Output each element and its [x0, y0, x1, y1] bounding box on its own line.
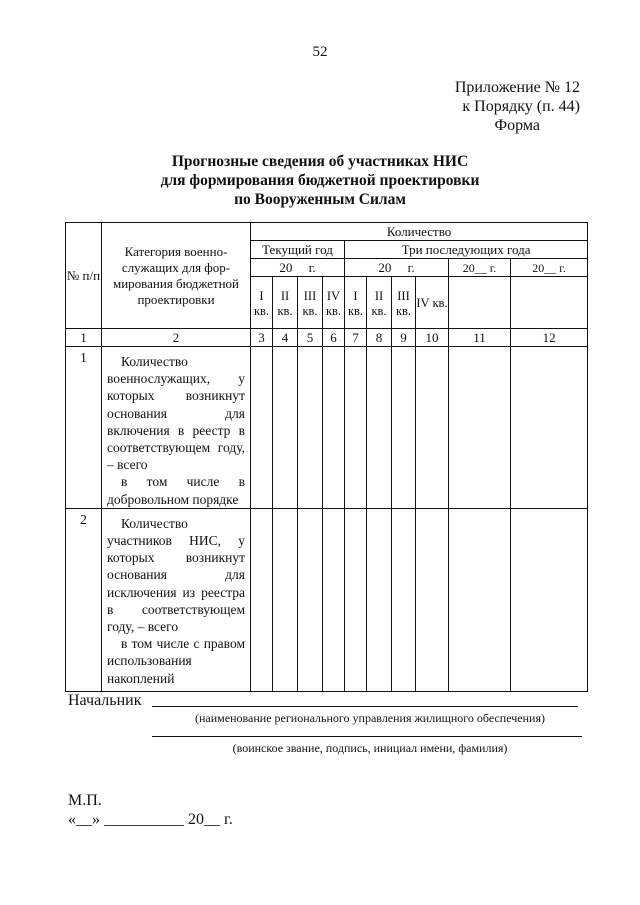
- value-cell[interactable]: [367, 347, 392, 509]
- row-text: Количество участников НИС, у которых возникнут основания для исключения из реестра в соответствующем году, – всего: [107, 515, 245, 635]
- value-cell[interactable]: [323, 347, 345, 509]
- value-cell[interactable]: [449, 347, 511, 509]
- value-cell[interactable]: [511, 508, 588, 691]
- page-number: 52: [312, 44, 328, 60]
- value-cell[interactable]: [273, 347, 298, 509]
- value-cell[interactable]: [416, 347, 449, 509]
- header-next-years: Три последующих года: [345, 241, 588, 259]
- header-empty-cell: [511, 277, 588, 329]
- header-quarter-cell: IV кв.: [323, 277, 345, 329]
- row-number: 1: [66, 347, 102, 509]
- organization-caption: (наименование регионального управления жилищного обеспечения): [195, 711, 545, 725]
- stamp-place-label: М.П.: [68, 792, 102, 809]
- header-year-current: 20 г.: [251, 259, 345, 277]
- column-number: 8: [367, 329, 392, 347]
- value-cell[interactable]: [367, 508, 392, 691]
- header-num: № п/п: [66, 223, 102, 329]
- rank-signature-line[interactable]: [152, 722, 582, 737]
- value-cell[interactable]: [416, 508, 449, 691]
- value-cell[interactable]: [251, 347, 273, 509]
- row-description: [102, 347, 251, 509]
- document-title-line-3: по Вооруженным Силам: [234, 191, 406, 208]
- header-quarter-cell: IV кв.: [416, 277, 449, 329]
- header-quarter-cell: II кв.: [367, 277, 392, 329]
- value-cell[interactable]: [345, 347, 367, 509]
- date-field[interactable]: «__» __________ 20__ г.: [68, 811, 233, 828]
- header-quarter-cell: III кв.: [392, 277, 416, 329]
- header-current-year: Текущий год: [251, 241, 345, 259]
- header-category: Категория военно-служащих для фор-мирования бюджетной проектировки: [102, 223, 251, 329]
- header-quarter-cell: II кв.: [273, 277, 298, 329]
- value-cell[interactable]: [392, 508, 416, 691]
- value-cell[interactable]: [392, 347, 416, 509]
- column-number: 3: [251, 329, 273, 347]
- table-row: [66, 347, 588, 509]
- document-title-line-2: для формирования бюджетной проектировки: [160, 172, 480, 189]
- column-number: 11: [449, 329, 511, 347]
- value-cell[interactable]: [251, 508, 273, 691]
- header-quarter-cell: I кв.: [345, 277, 367, 329]
- header-empty-cell: [449, 277, 511, 329]
- value-cell[interactable]: [323, 508, 345, 691]
- row-description: [102, 508, 251, 691]
- appendix-reference: к Порядку (п. 44): [462, 98, 580, 115]
- value-cell[interactable]: [449, 508, 511, 691]
- header-quarter-cell: III кв.: [298, 277, 323, 329]
- forecast-table: [65, 222, 588, 692]
- value-cell[interactable]: [298, 347, 323, 509]
- column-number: 6: [323, 329, 345, 347]
- column-number: 1: [66, 329, 102, 347]
- value-cell[interactable]: [345, 508, 367, 691]
- column-number: 7: [345, 329, 367, 347]
- signature-caption: (воинское звание, подпись, инициал имени, фамилия): [232, 741, 508, 755]
- organization-signature-line[interactable]: [152, 692, 578, 707]
- row-subtext: в том числе в добровольном порядке: [107, 474, 245, 507]
- column-number: 9: [392, 329, 416, 347]
- table-row: [66, 508, 588, 691]
- header-quantity: Количество: [251, 223, 588, 241]
- column-number: 4: [273, 329, 298, 347]
- document-title-line-1: Прогнозные сведения об участниках НИС: [171, 153, 469, 170]
- column-number: 2: [102, 329, 251, 347]
- header-year-next-3: 20__ г.: [511, 259, 588, 277]
- column-number: 5: [298, 329, 323, 347]
- header-year-next-1: 20 г.: [345, 259, 449, 277]
- value-cell[interactable]: [298, 508, 323, 691]
- value-cell[interactable]: [273, 508, 298, 691]
- appendix-label: Приложение № 12: [454, 79, 580, 96]
- value-cell[interactable]: [511, 347, 588, 509]
- row-number: 2: [66, 508, 102, 691]
- header-year-next-2: 20__ г.: [449, 259, 511, 277]
- form-label: Форма: [494, 117, 540, 134]
- row-subtext: в том числе с правом использования накоплений: [107, 636, 245, 686]
- header-quarter-cell: I кв.: [251, 277, 273, 329]
- row-text: Количество военнослужащих, у которых возникнут основания для включения в реестр в соответствующем году, – всего: [107, 354, 245, 473]
- column-number: 10: [416, 329, 449, 347]
- head-label: Начальник: [68, 692, 142, 709]
- column-number: 12: [511, 329, 588, 347]
